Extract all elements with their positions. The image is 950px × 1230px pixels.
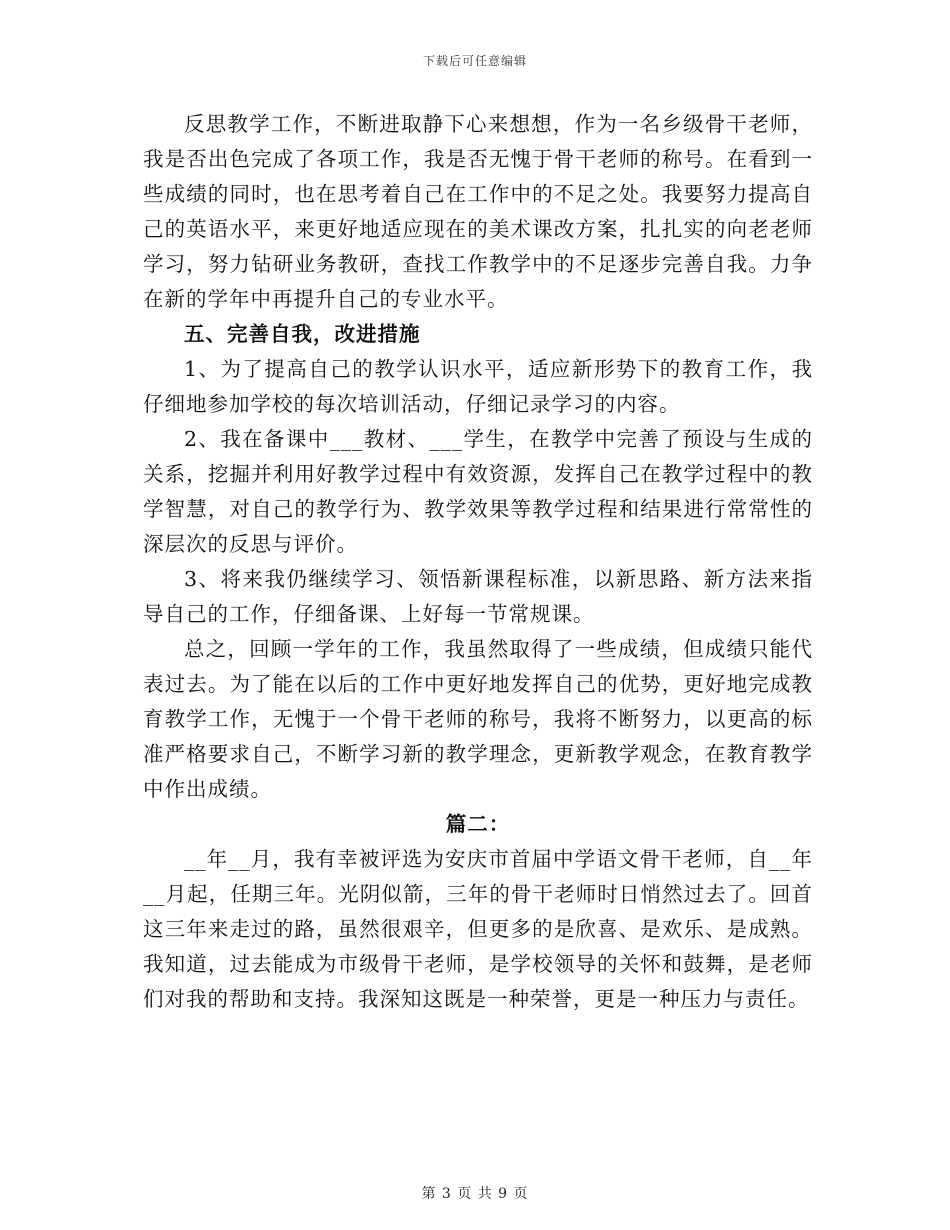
paragraph-part-two-intro: __年__月，我有幸被评选为安庆市首届中学语文骨干老师，自__年__月起，任期三年。光阴似箭，三年的骨干老师时日悄然过去了。回首这三年来走过的路，虽然很艰辛，但更多的是欣喜、是欢乐、是成熟。我知道，过去能成为市级骨干老师，是学校领导的关怀和鼓舞，是老师们对我的帮助和支持。我深知这既是一种荣誉，更是一种压力与责任。 <box>143 847 813 1011</box>
section-title-part-two: 篇二： <box>445 812 511 836</box>
list-item-2: 2、我在备课中___教材、___学生，在教学中完善了预设与生成的关系，挖掘并利用好教学过程中有效资源，发挥自己在教学过程中的教学智慧，对自己的教学行为、教学效果等教学过程和结果进行常常性的深层次的反思与评价。 <box>143 427 813 556</box>
document-body <box>143 107 813 1017</box>
paragraph-summary: 总之，回顾一学年的工作，我虽然取得了一些成绩，但成绩只能代表过去。为了能在以后的工作中更好地发挥自己的优势，更好地完成教育教学工作，无愧于一个骨干老师的称号，我将不断努力，以更高的标准严格要求自己，不断学习新的教学理念，更新教学观念，在教育教学中作出成绩。 <box>143 637 813 801</box>
list-item-1: 1、为了提高自己的教学认识水平，适应新形势下的教育工作，我仔细地参加学校的每次培训活动，仔细记录学习的内容。 <box>143 357 813 416</box>
paragraph-reflection: 反思教学工作，不断进取静下心来想想，作为一名乡级骨干老师，我是否出色完成了各项工作，我是否无愧于骨干老师的称号。在看到一些成绩的同时，也在思考着自己在工作中的不足之处。我要努力提高自己的英语水平，来更好地适应现在的美术课改方案，扎扎实的向老老师学习，努力钻研业务教研，查找工作教学中的不足逐步完善自我。力争在新的学年中再提升自己的专业水平。 <box>143 112 813 311</box>
page-footer: 第 3 页 共 9 页 <box>421 1186 529 1202</box>
list-item-3: 3、将来我仍继续学习、领悟新课程标准，以新思路、新方法来指导自己的工作，仔细备课、上好每一节常规课。 <box>143 567 813 626</box>
section-heading-improvement: 五、完善自我，改进措施 <box>184 322 421 346</box>
page-header: 下载后可任意编辑 <box>422 54 527 68</box>
